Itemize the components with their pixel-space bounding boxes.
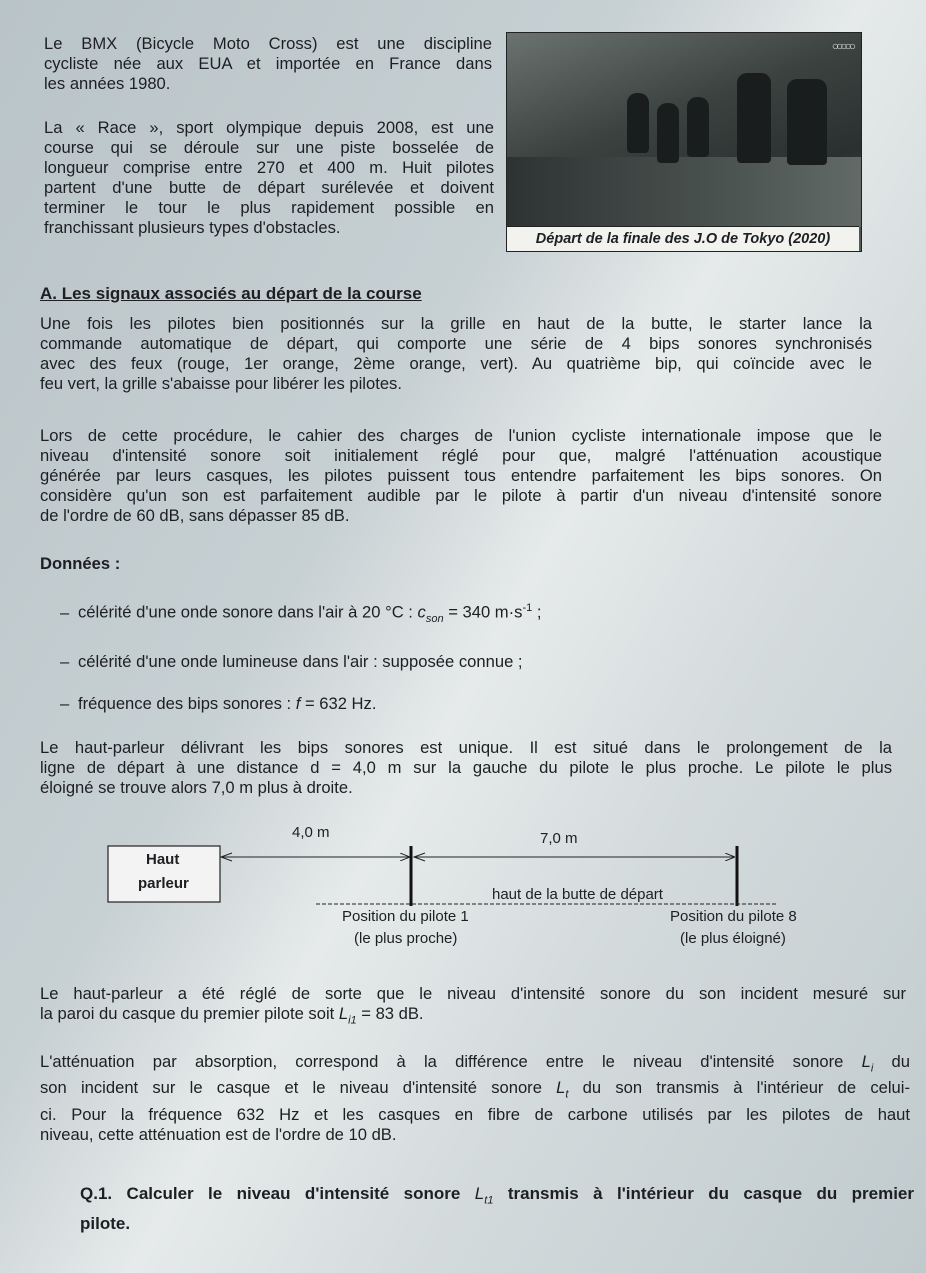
text-line: Le haut-parleur a été réglé de sorte que le niveau d'intensité sonore du son incident mesuré sur — [40, 984, 906, 1003]
level-text: = 83 dB. — [356, 1004, 424, 1023]
question-line: pilote. — [80, 1214, 131, 1234]
photo-caption: Départ de la finale des J.O de Tokyo (2020) — [507, 226, 859, 251]
position-diagram — [100, 820, 840, 960]
start-ramp — [507, 157, 861, 227]
atten-sub: i — [870, 1062, 874, 1075]
level-var: L — [338, 1004, 349, 1023]
speaker-paragraph — [40, 738, 892, 798]
donnee-var: f — [295, 694, 301, 713]
label-pilot1-1: Position du pilote 1 — [342, 908, 469, 925]
question-line — [80, 1182, 914, 1212]
atten-text: du son transmis à l'intérieur de celui- — [568, 1078, 910, 1098]
text-line: cycliste née aux EUA et importée en France dans — [44, 54, 492, 73]
atten-var: L — [861, 1052, 871, 1071]
text-line: longueur comprise entre 270 et 400 m. Huit pilotes — [44, 158, 494, 177]
label-speaker-2: parleur — [138, 875, 189, 892]
level-sub: i1 — [348, 1014, 357, 1027]
text-line: Lors de cette procédure, le cahier des charges de l'union cycliste internationale impose que le — [40, 426, 882, 445]
donnee-light-speed — [60, 652, 523, 672]
label-pilot8-2: (le plus éloigné) — [680, 930, 786, 947]
text-line: partent d'une butte de départ surélevée et doivent — [44, 178, 494, 197]
label-dist-7m: 7,0 m — [540, 830, 578, 847]
olympic-rings-icon: ○○○○○ — [831, 39, 853, 53]
donnee-text: = 340 m·s — [443, 602, 523, 622]
level-text: la paroi du casque du premier pilote soit — [40, 1004, 339, 1023]
label-dist-4m: 4,0 m — [292, 824, 330, 841]
text-line: La « Race », sport olympique depuis 2008, est une — [44, 118, 494, 137]
attenuation-paragraph — [40, 1052, 910, 1145]
section-a-paragraph-2 — [40, 426, 882, 526]
text-line: commande automatique de départ, qui comporte une série de 4 bips sonores synchronisés — [40, 334, 872, 353]
rider-silhouette — [787, 79, 827, 165]
text-line: ci. Pour la fréquence 632 Hz et les casques en fibre de carbone utilisés par les pilotes de haut — [40, 1104, 910, 1124]
intro-paragraph-1 — [44, 34, 492, 94]
text-line: Le haut-parleur délivrant les bips sonores est unique. Il est situé dans le prolongement de la — [40, 738, 892, 757]
section-a-paragraph-1 — [40, 314, 872, 394]
text-line: les années 1980. — [44, 74, 171, 93]
question-text: transmis à l'intérieur du casque du premier — [493, 1184, 915, 1203]
intro-paragraph-2 — [44, 118, 494, 238]
donnee-var: c — [417, 602, 426, 622]
bullet-dash: – — [60, 652, 70, 671]
text-line: Le BMX (Bicycle Moto Cross) est une discipline — [44, 34, 492, 53]
donnee-text: célérité d'une onde lumineuse dans l'air : supposée connue ; — [78, 652, 523, 671]
atten-var: L — [556, 1078, 566, 1098]
text-line: terminer le tour le plus rapidement possible en — [44, 198, 494, 217]
text-line — [40, 1004, 906, 1030]
rider-silhouette — [687, 97, 709, 157]
text-line — [40, 1052, 910, 1078]
label-pilot1-2: (le plus proche) — [354, 930, 458, 947]
question-sub: t1 — [484, 1194, 494, 1207]
donnee-text: fréquence des bips sonores : — [78, 694, 296, 713]
label-butte: haut de la butte de départ — [492, 886, 663, 903]
question-1 — [80, 1182, 914, 1236]
donnee-sup: -1 — [522, 602, 533, 614]
atten-text: L'atténuation par absorption, correspond à la différence entre le niveau d'intensité sonore — [40, 1052, 862, 1071]
donnee-sub: son — [425, 612, 444, 625]
atten-text: son incident sur le casque et le niveau d'intensité sonore — [40, 1078, 557, 1098]
donnee-sound-speed — [60, 602, 541, 625]
text-line: éloigné se trouve alors 7,0 m plus à droite. — [40, 778, 353, 797]
question-var: L — [474, 1184, 485, 1203]
bullet-dash: – — [60, 602, 70, 622]
donnees-title — [40, 554, 120, 574]
level-paragraph — [40, 984, 906, 1030]
rider-silhouette — [657, 103, 679, 163]
section-a-title — [40, 284, 422, 304]
bullet-dash: – — [60, 694, 70, 713]
atten-text: du — [873, 1052, 910, 1071]
question-label: Q.1. — [80, 1184, 113, 1203]
bmx-start-photo — [506, 32, 862, 252]
donnees-title-text: Données : — [40, 554, 121, 573]
label-pilot8-1: Position du pilote 8 — [670, 908, 797, 925]
text-line: niveau, cette atténuation est de l'ordre de 10 dB. — [40, 1124, 397, 1144]
label-speaker-1: Haut — [146, 851, 180, 868]
atten-sub: t — [565, 1088, 569, 1101]
text-line: avec des feux (rouge, 1er orange, 2ème orange, vert). Au quatrième bip, qui coïncide avec le — [40, 354, 872, 373]
text-line: de l'ordre de 60 dB, sans dépasser 85 dB. — [40, 506, 350, 525]
rider-silhouette — [627, 93, 649, 153]
text-line: franchissant plusieurs types d'obstacles. — [44, 218, 341, 237]
text-line: course qui se déroule sur une piste bosselée de — [44, 138, 494, 157]
donnee-text: ; — [532, 602, 542, 622]
donnee-text: = 632 Hz. — [300, 694, 377, 713]
text-line — [40, 1078, 910, 1104]
donnee-text: célérité d'une onde sonore dans l'air à 20 °C : — [78, 602, 418, 622]
question-text: Calculer le niveau d'intensité sonore — [112, 1184, 475, 1203]
text-line: générée par leurs casques, les pilotes puissent tous entendre parfaitement les bips sonores. On — [40, 466, 882, 485]
text-line: considère qu'un son est parfaitement audible par le pilote à partir d'un niveau d'intensité sonore — [40, 486, 882, 505]
text-line: feu vert, la grille s'abaisse pour libérer les pilotes. — [40, 374, 402, 393]
text-line: niveau d'intensité sonore soit initialement réglé pour que, malgré l'atténuation acoustique — [40, 446, 882, 465]
section-a-title-text: A. Les signaux associés au départ de la course — [40, 284, 422, 303]
text-line: Une fois les pilotes bien positionnés sur la grille en haut de la butte, le starter lance la — [40, 314, 872, 333]
text-line: ligne de départ à une distance d = 4,0 m sur la gauche du pilote le plus proche. Le pilote le plus — [40, 758, 892, 777]
rider-silhouette — [737, 73, 771, 163]
donnee-frequency — [60, 694, 376, 714]
